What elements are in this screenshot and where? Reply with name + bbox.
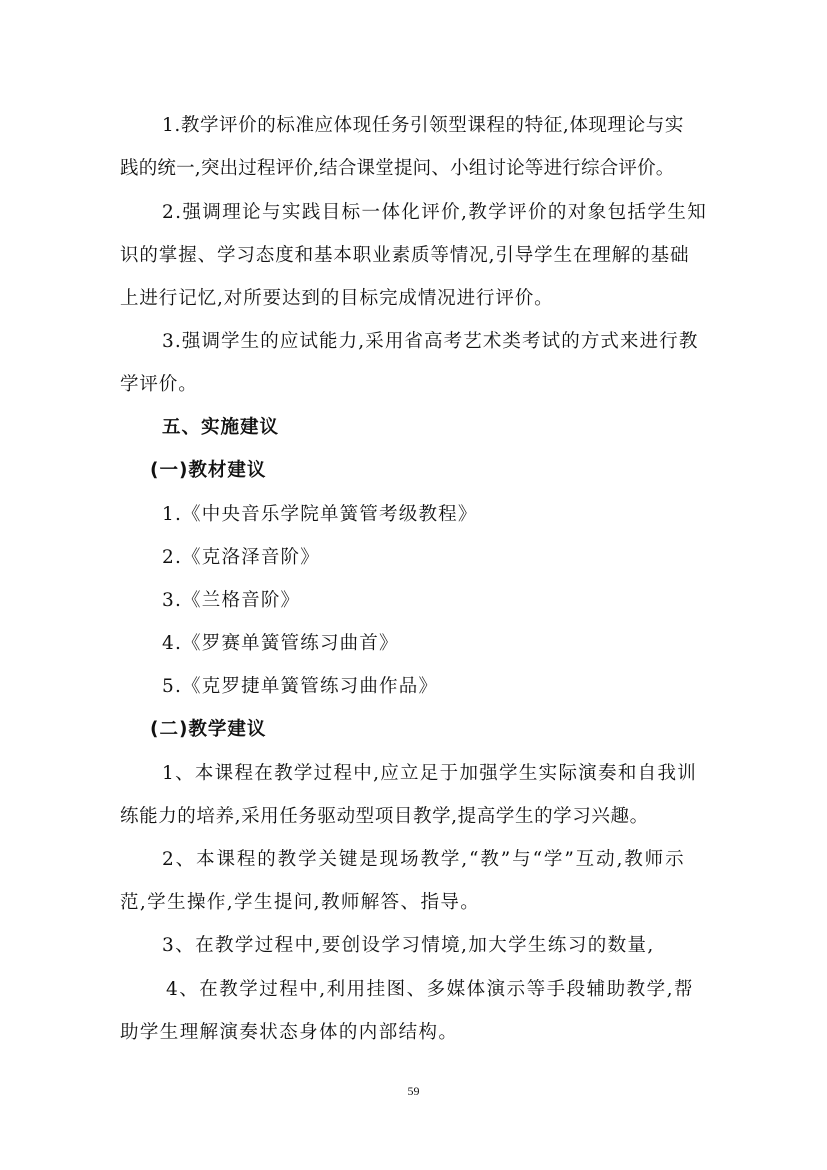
teaching-para-4-line-2: 助学生理解演奏状态身体的内部结构。 bbox=[120, 1022, 459, 1043]
textbook-item: 4.《罗赛单簧管练习曲首》 bbox=[162, 633, 399, 654]
teaching-para-1-line-1: 1、本课程在教学过程中,应立足于加强学生实际演奏和自我训 bbox=[162, 763, 698, 784]
subheading-textbooks: (一)教材建议 bbox=[150, 460, 267, 481]
eval-item-2-line-2: 识的掌握、学习态度和基本职业素质等情况,引导学生在理解的基础 bbox=[120, 245, 690, 266]
page-number: 59 bbox=[407, 1084, 420, 1098]
textbook-item: 5.《克罗捷单簧管练习曲作品》 bbox=[162, 676, 439, 697]
teaching-para-2-line-2: 范,学生操作,学生提问,教师解答、指导。 bbox=[120, 892, 481, 913]
textbook-item: 2.《克洛泽音阶》 bbox=[162, 547, 320, 568]
section-heading-implementation: 五、实施建议 bbox=[162, 417, 280, 438]
textbook-item: 1.《中央音乐学院单簧管考级教程》 bbox=[162, 504, 478, 525]
subheading-teaching: (二)教学建议 bbox=[150, 719, 267, 740]
teaching-para-3-line-1: 3、在教学过程中,要创设学习情境,加大学生练习的数量, bbox=[162, 935, 655, 956]
teaching-para-2-line-1: 2、本课程的教学关键是现场教学,“教”与“学”互动,教师示 bbox=[162, 849, 686, 870]
eval-item-2-line-3: 上进行记忆,对所要达到的目标完成情况进行评价。 bbox=[120, 288, 554, 309]
textbook-item: 3.《兰格音阶》 bbox=[162, 590, 301, 611]
eval-item-3-line-2: 学评价。 bbox=[120, 374, 198, 395]
eval-item-2-line-1: 2.强调理论与实践目标一体化评价,教学评价的对象包括学生知 bbox=[162, 202, 708, 223]
teaching-para-1-line-2: 练能力的培养,采用任务驱动型项目教学,提高学生的学习兴趣。 bbox=[120, 806, 649, 827]
eval-item-1-line-1: 1.教学评价的标准应体现任务引领型课程的特征,体现理论与实 bbox=[162, 115, 684, 136]
eval-item-1-line-2: 践的统一,突出过程评价,结合课堂提问、小组讨论等进行综合评价。 bbox=[120, 158, 675, 179]
teaching-para-4-line-1: 4、在教学过程中,利用挂图、多媒体演示等手段辅助教学,帮 bbox=[166, 979, 695, 1000]
eval-item-3-line-1: 3.强调学生的应试能力,采用省高考艺术类考试的方式来进行教 bbox=[162, 331, 699, 352]
